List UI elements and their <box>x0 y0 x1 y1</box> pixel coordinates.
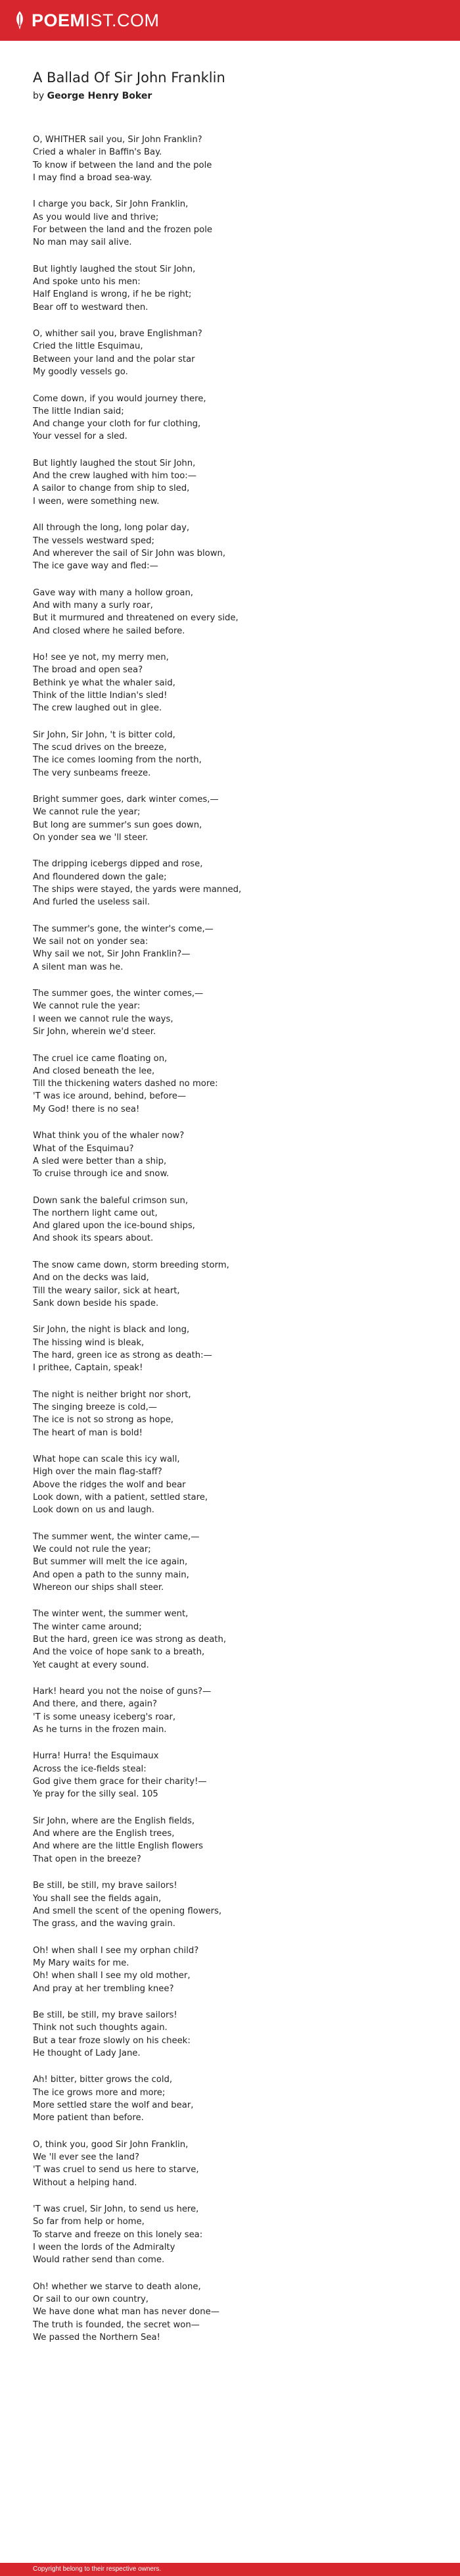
stanza <box>33 1389 434 1439</box>
by-label: by <box>33 91 45 101</box>
poem-line: But a tear froze slowly on his cheek: <box>33 2035 191 2046</box>
poem-line: And pray at her trembling knee? <box>33 1983 174 1994</box>
poem-line: And glared upon the ice-bound ships, <box>33 1221 195 1231</box>
stanza <box>33 1944 434 1995</box>
poem-line: And wherever the sail of Sir John was blown, <box>33 548 226 558</box>
poem-line: Till the thickening waters dashed no more: <box>33 1079 218 1089</box>
poem-line: What hope can scale this icy wall, <box>33 1454 180 1465</box>
poem-line: So far from help or home, <box>33 2217 145 2227</box>
stanza <box>33 1815 434 1866</box>
poem-line: Cried the little Esquimau, <box>33 341 143 352</box>
poem-line: My goodly vessels go. <box>33 367 128 378</box>
stanza <box>33 522 434 572</box>
poem-line: We could not rule the year; <box>33 1545 151 1555</box>
stanza <box>33 651 434 714</box>
poem-line: Look down, with a patient, settled stare, <box>33 1492 208 1502</box>
poem-line: The cruel ice came floating on, <box>33 1053 168 1064</box>
poem-line: As he turns in the frozen main. <box>33 1725 167 1735</box>
poem-line: Above the ridges the wolf and bear <box>33 1479 186 1490</box>
poem-line: I ween we cannot rule the ways, <box>33 1014 173 1024</box>
poem-line: He thought of Lady Jane. <box>33 2048 141 2058</box>
poem-line: And shook its spears about. <box>33 1233 154 1244</box>
poem-line: Oh! whether we starve to death alone, <box>33 2281 201 2292</box>
poem-line: The little Indian said; <box>33 406 124 416</box>
poem-line: Cried a whaler in Baffin's Bay. <box>33 147 162 158</box>
poem-line: On yonder sea we 'll steer. <box>33 832 149 843</box>
stanza <box>33 923 434 974</box>
poem-line: The ice grows more and more; <box>33 2087 166 2098</box>
poem-line: And closed beneath the lee, <box>33 1066 155 1076</box>
poem-line: Bethink ye what the whaler said, <box>33 678 175 688</box>
poem-line: But summer will melt the ice again, <box>33 1557 188 1568</box>
poem-line: Oh! when shall I see my old mother, <box>33 1971 191 1981</box>
byline <box>33 89 434 103</box>
poem-line: O, whither sail you, brave Englishman? <box>33 329 202 339</box>
poem-line: Whereon our ships shall steer. <box>33 1582 164 1593</box>
poem-line: And there, and there, again? <box>33 1699 158 1710</box>
stanza <box>33 2009 434 2060</box>
poem-line: What think you of the whaler now? <box>33 1131 185 1141</box>
poem-line: We passed the Northern Sea! <box>33 2332 160 2342</box>
poem-line: Without a helping hand. <box>33 2177 137 2188</box>
poem-line: The northern light came out, <box>33 1208 158 1218</box>
poem-line: God give them grace for their charity!— <box>33 1777 207 1787</box>
poem-line: I may find a broad sea-way. <box>33 172 152 183</box>
poem-line: And smell the scent of the opening flowers, <box>33 1906 222 1916</box>
stanza <box>33 2073 434 2124</box>
poem-line: I charge you back, Sir John Franklin, <box>33 199 189 210</box>
poem-line: The crew laughed out in glee. <box>33 703 162 714</box>
poem-line: A sailor to change from ship to sled, <box>33 483 190 494</box>
site-logo[interactable] <box>13 11 160 31</box>
poem-line: But long are summer's sun goes down, <box>33 820 202 830</box>
poem-line: The grass, and the waving grain. <box>33 1919 175 1929</box>
quill-pen-icon <box>13 11 26 30</box>
poem-line: The vessels westward sped; <box>33 535 154 546</box>
poem-line: And spoke unto his men: <box>33 277 141 287</box>
stanza <box>33 198 434 249</box>
poem-line: Oh! when shall I see my orphan child? <box>33 1945 199 1956</box>
poem-line: O, think you, good Sir John Franklin, <box>33 2139 189 2150</box>
poem-line: We cannot rule the year; <box>33 807 141 818</box>
poem-line: Come down, if you would journey there, <box>33 393 206 404</box>
poem-line: The winter went, the summer went, <box>33 1609 189 1620</box>
poem-line: What of the Esquimau? <box>33 1143 134 1154</box>
poem-line: Till the weary sailor, sick at heart, <box>33 1285 180 1296</box>
footer-bar <box>0 2563 460 2576</box>
poem-line: The broad and open sea? <box>33 665 143 676</box>
poem-line: 'T was cruel, Sir John, to send us here, <box>33 2204 199 2215</box>
poem-line: Think not such thoughts again. <box>33 2023 168 2033</box>
poem-line: Sir John, the night is black and long, <box>33 1325 190 1335</box>
poem-line: More settled stare the wolf and bear, <box>33 2100 194 2110</box>
poem-line: Across the ice-fields steal: <box>33 1764 147 1774</box>
poem-line: Sir John, where are the English fields, <box>33 1816 195 1826</box>
stanza <box>33 987 434 1038</box>
poem-line: Ye pray for the silly seal. 105 <box>33 1789 158 1800</box>
poem-line: The summer's gone, the winter's come,— <box>33 924 214 934</box>
poem-line: Ho! see ye not, my merry men, <box>33 653 169 662</box>
poem-line: 'T was ice around, behind, before— <box>33 1091 187 1102</box>
poem-line: Sank down beside his spade. <box>33 1298 159 1308</box>
poem-line: We have done what man has never done— <box>33 2307 219 2317</box>
poem-line: 'T was cruel to send us here to starve, <box>33 2165 199 2175</box>
poem-line: We 'll ever see the land? <box>33 2152 139 2163</box>
stanza <box>33 2139 434 2189</box>
poem-line: The scud drives on the breeze, <box>33 742 167 753</box>
poem-line: And furled the useless sail. <box>33 897 150 908</box>
poem-line: The singing breeze is cold,— <box>33 1402 157 1413</box>
stanza <box>33 1129 434 1180</box>
poem-line: For between the land and the frozen pole <box>33 224 212 235</box>
poem-line: And the voice of hope sank to a breath, <box>33 1647 205 1658</box>
poem-title: A Ballad Of Sir John Franklin <box>33 70 225 86</box>
poem-line: The summer went, the winter came,— <box>33 1531 200 1542</box>
poem-line: My God! there is no sea! <box>33 1104 140 1114</box>
poem-line: A sled were better than a ship, <box>33 1156 167 1166</box>
stanza <box>33 1531 434 1594</box>
top-header-bar <box>0 0 460 41</box>
poem-line: And closed where he sailed before. <box>33 626 185 636</box>
poem-line: I ween, were something new. <box>33 496 160 507</box>
stanza <box>33 729 434 780</box>
poem-line: We cannot rule the year: <box>33 1001 141 1012</box>
poem-line: Down sank the baleful crimson sun, <box>33 1195 189 1206</box>
poem-line: The ice is not so strong as hope, <box>33 1415 173 1425</box>
poem-line: And where are the little English flowers <box>33 1841 204 1852</box>
poem-line: Yet caught at every sound. <box>33 1660 149 1670</box>
poem-line: The hissing wind is bleak, <box>33 1337 145 1348</box>
poem-line: The ships were stayed, the yards were manned, <box>33 885 242 895</box>
poem-line: But the hard, green ice was strong as death, <box>33 1635 227 1645</box>
stanza <box>33 1053 434 1116</box>
stanza <box>33 1685 434 1736</box>
poem-line: As you would live and thrive; <box>33 212 159 222</box>
stanza <box>33 328 434 378</box>
poem-line: To starve and freeze on this lonely sea: <box>33 2229 203 2240</box>
stanza <box>33 1608 434 1671</box>
poem-line: 'T is some uneasy iceberg's roar, <box>33 1712 176 1722</box>
poem-line: Ah! bitter, bitter grows the cold, <box>33 2075 173 2085</box>
poem-line: Or sail to our own country, <box>33 2294 149 2305</box>
poem-line: To know if between the land and the pole <box>33 160 212 170</box>
site-name <box>32 11 160 31</box>
poem-line: The summer goes, the winter comes,— <box>33 989 204 999</box>
poem-line: Gave way with many a hollow groan, <box>33 587 194 598</box>
poem-line: The ice gave way and fled:— <box>33 561 158 572</box>
stanza <box>33 134 434 184</box>
poem-line: And floundered down the gale; <box>33 872 167 882</box>
poem-line: And where are the English trees, <box>33 1829 175 1839</box>
poem-line: The truth is founded, the secret won— <box>33 2319 200 2330</box>
stanza <box>33 858 434 908</box>
copyright-text: Copyright belong to their respective owners. <box>33 2565 162 2573</box>
poem-line: The heart of man is bold! <box>33 1427 143 1438</box>
poem-line: Be still, be still, my brave sailors! <box>33 2010 177 2020</box>
poem-line: Be still, be still, my brave sailors! <box>33 1881 177 1891</box>
poem-line: The dripping icebergs dipped and rose, <box>33 859 203 870</box>
poem-line: Sir John, Sir John, 't is bitter cold, <box>33 730 175 740</box>
poem-line: O, WHITHER sail you, Sir John Franklin? <box>33 135 202 145</box>
poem-line: The very sunbeams freeze. <box>33 768 151 778</box>
stanza <box>33 1259 434 1310</box>
poem-line: Sir John, wherein we'd steer. <box>33 1027 156 1037</box>
poem-line: I ween the lords of the Admiralty <box>33 2242 175 2252</box>
poem-line: You shall see the fields again, <box>33 1893 162 1904</box>
stanza <box>33 1453 434 1516</box>
poem-line: But it murmured and threatened on every side, <box>33 613 239 624</box>
poem-line: Bright summer goes, dark winter comes,— <box>33 795 219 805</box>
poem-line: The snow came down, storm breeding storm, <box>33 1260 229 1270</box>
poem-line: The winter came around; <box>33 1622 142 1632</box>
poem-line: More patient than before. <box>33 2113 144 2123</box>
poem-line: Would rather send than come. <box>33 2255 165 2266</box>
poem-line: We sail not on yonder sea: <box>33 937 149 947</box>
poem-line: But lightly laughed the stout Sir John, <box>33 458 196 468</box>
poem-line: And on the decks was laid, <box>33 1273 149 1283</box>
poem-line: Hurra! Hurra! the Esquimaux <box>33 1751 159 1762</box>
poem-line: And with many a surly roar, <box>33 600 153 610</box>
stanza <box>33 1324 434 1374</box>
stanza <box>33 457 434 508</box>
poem-content <box>33 68 434 2358</box>
poem-line: The hard, green ice as strong as death:— <box>33 1350 212 1360</box>
stanza <box>33 2281 434 2344</box>
poem-line: That open in the breeze? <box>33 1854 141 1864</box>
poem-line: My Mary waits for me. <box>33 1958 129 1968</box>
poem-line: The ice comes looming from the north, <box>33 755 202 766</box>
poem-line: Between your land and the polar star <box>33 354 195 364</box>
poem-line: Your vessel for a sled. <box>33 432 127 442</box>
stanza <box>33 2203 434 2266</box>
poem-line: Bear off to westward then. <box>33 302 149 312</box>
stanza <box>33 1750 434 1800</box>
poem-line: A silent man was he. <box>33 962 124 972</box>
stanza <box>33 1879 434 1930</box>
stanza <box>33 393 434 443</box>
poem-line: High over the main flag-staff? <box>33 1467 162 1477</box>
poem-line: Why sail we not, Sir John Franklin?— <box>33 949 191 960</box>
site-name-bold: POEM <box>32 10 85 30</box>
poem-line: No man may sail alive. <box>33 237 132 248</box>
site-name-light: IST.COM <box>85 10 160 30</box>
stanza <box>33 587 434 637</box>
poem-line: Half England is wrong, if he be right; <box>33 289 192 300</box>
poem-line: But lightly laughed the stout Sir John, <box>33 264 196 274</box>
poem-line: Hark! heard you not the noise of guns?— <box>33 1687 212 1697</box>
poem-body <box>33 134 434 2344</box>
poem-line: All through the long, long polar day, <box>33 523 190 533</box>
poem-line: And open a path to the sunny main, <box>33 1570 189 1580</box>
stanza <box>33 263 434 314</box>
author-link[interactable]: George Henry Boker <box>47 91 152 101</box>
poem-line: I prithee, Captain, speak! <box>33 1363 143 1374</box>
poem-line: Look down on us and laugh. <box>33 1505 154 1516</box>
poem-line: And the crew laughed with him too:— <box>33 471 196 482</box>
poem-line: And change your cloth for fur clothing, <box>33 419 201 430</box>
poem-line: Think of the little Indian's sled! <box>33 690 168 701</box>
poem-line: To cruise through ice and snow. <box>33 1169 170 1179</box>
stanza <box>33 1195 434 1245</box>
stanza <box>33 793 434 844</box>
poem-line: The night is neither bright nor short, <box>33 1389 191 1400</box>
